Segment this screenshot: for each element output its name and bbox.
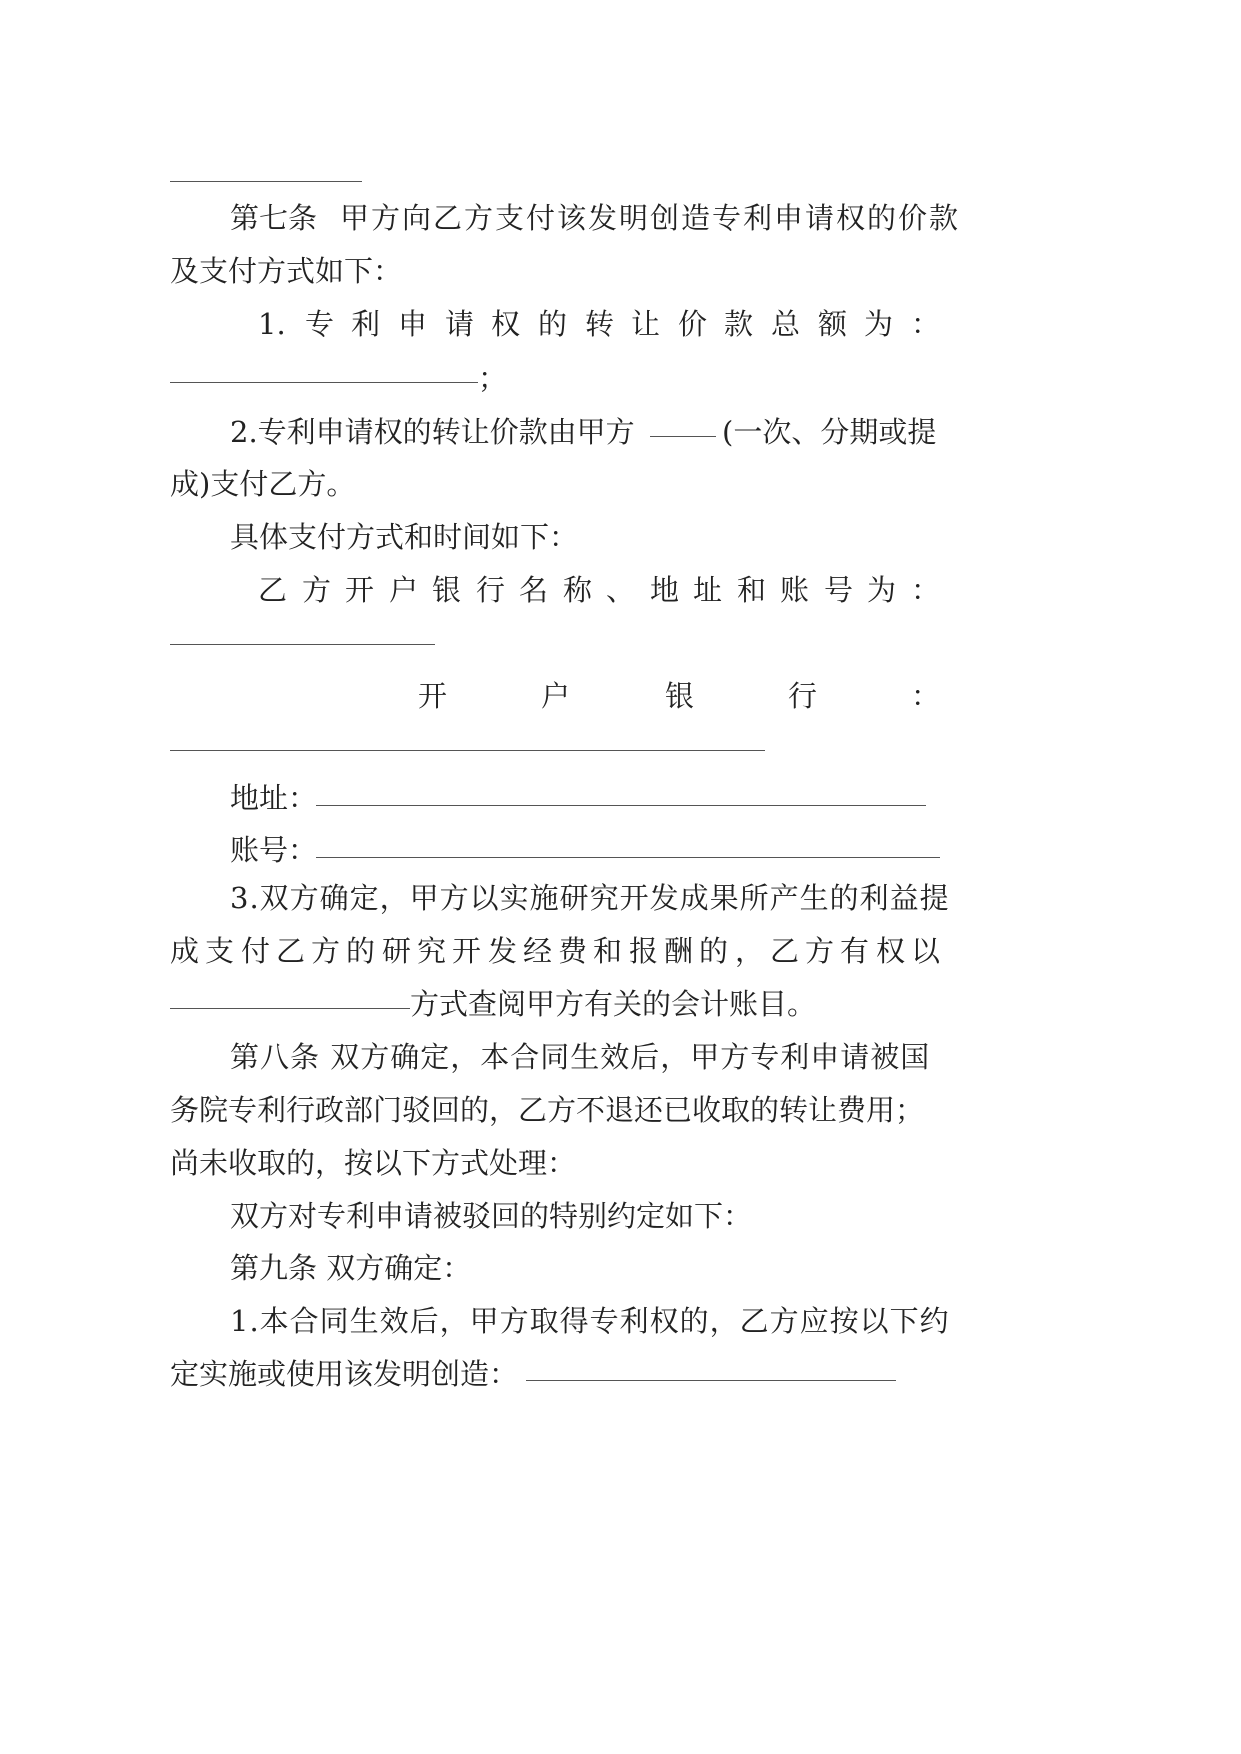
open_chars-char: 行 — [788, 679, 818, 713]
bank_chars-char: 址 — [693, 573, 723, 607]
item3_line2_chars-char: 的 — [699, 934, 729, 968]
account-line — [0, 830, 1241, 870]
price-total-blank[interactable] — [170, 358, 478, 383]
open-bank-line — [0, 676, 1241, 716]
item-3-line-3: 方式查阅甲方有关的会计账目。 — [0, 984, 1241, 1024]
item3_line2_chars-char: 有 — [840, 934, 870, 968]
bank_chars-char: 行 — [476, 573, 506, 607]
article-7-line-1 — [0, 198, 1241, 238]
reject-note-line: 双方对专利申请被驳回的特别约定如下： — [230, 1199, 753, 1233]
item3_line2_chars-char: 权 — [876, 934, 906, 968]
pay-method-line: 具体支付方式和时间如下： — [230, 520, 579, 554]
item1_chars-char: 权 — [491, 307, 521, 341]
open_chars-char: 户 — [541, 679, 571, 713]
address-line — [0, 778, 1241, 818]
account-blank[interactable] — [316, 857, 940, 858]
article-7-title: 第七条 — [230, 201, 318, 235]
item3_line2_chars-char: 费 — [558, 934, 588, 968]
article-9-item-1-line-1: 1.本合同生效后，甲方取得专利权的，乙方应按以下约 — [230, 1304, 950, 1338]
bank_chars-char: 地 — [650, 573, 680, 607]
bank_chars-char: 账 — [780, 573, 810, 607]
item1_chars-char: 总 — [771, 307, 801, 341]
item3_line2_chars-char: 开 — [452, 934, 482, 968]
item3_line2_chars-char: 付 — [241, 934, 271, 968]
item-1-blank-line — [0, 358, 1241, 398]
bank_chars-char: 号 — [824, 573, 854, 607]
bank_chars-char: 、 — [606, 573, 636, 607]
account-label: 账号： — [230, 833, 318, 867]
item3_line2_chars-char: 以 — [911, 934, 941, 968]
bank_chars-char: 为 — [867, 573, 897, 607]
item1_chars-char: 的 — [538, 307, 568, 341]
item1_chars-char: ： — [911, 307, 941, 341]
bank_chars-char: 开 — [345, 573, 375, 607]
address-label: 地址： — [230, 781, 318, 815]
item3_line2_chars-char: 成 — [170, 934, 200, 968]
item1_chars-char: 1. — [258, 307, 286, 341]
audit-method-blank[interactable] — [170, 984, 410, 1009]
article-7-text: 甲方向乙方支付该发明创造专利申请权的价款 — [340, 201, 961, 235]
item3_line2_chars-char: 报 — [629, 934, 659, 968]
item3_line2_chars-char: 方 — [311, 934, 341, 968]
article-8-line-2: 务院专利行政部门驳回的，乙方不退还已收取的转让费用； — [170, 1093, 925, 1127]
item-1-line — [0, 304, 1241, 344]
item1_chars-char: 利 — [351, 307, 381, 341]
item3_line2_chars-char: ， — [735, 934, 765, 968]
item1_chars-char: 让 — [631, 307, 661, 341]
bank_chars-char: 称 — [563, 573, 593, 607]
bank_chars-char: 银 — [432, 573, 462, 607]
article-8-line-1: 第八条 双方确定，本合同生效后，甲方专利申请被国 — [230, 1040, 931, 1074]
open_chars-char: ： — [911, 679, 941, 713]
item1_chars-char: 请 — [445, 307, 475, 341]
item1_chars-char: 价 — [678, 307, 708, 341]
item3_line2_chars-char: 经 — [523, 934, 553, 968]
bank-info-blank[interactable] — [170, 644, 435, 645]
item-3-line-1: 3.双方确定，甲方以实施研究开发成果所产生的利益提 — [230, 881, 950, 915]
item3_line2_chars-char: 研 — [382, 934, 412, 968]
open_chars-char: 开 — [418, 679, 448, 713]
open_chars-char: 银 — [665, 679, 695, 713]
implementation-blank[interactable] — [526, 1380, 896, 1381]
item3_line2_chars-char: 方 — [805, 934, 835, 968]
address-blank[interactable] — [316, 805, 926, 806]
bank-info-line — [0, 570, 1241, 610]
item1_chars-char: 转 — [585, 307, 615, 341]
item3_line2_chars-char: 发 — [488, 934, 518, 968]
article-9-title-line: 第九条 双方确定： — [230, 1251, 472, 1285]
item3_line2_chars-char: 究 — [417, 934, 447, 968]
item1_chars-char: 专 — [305, 307, 335, 341]
item3_line2_chars-char: 的 — [346, 934, 376, 968]
bank_chars-char: 户 — [389, 573, 419, 607]
item1_chars-char: 额 — [818, 307, 848, 341]
item3_line2_chars-char: 酬 — [664, 934, 694, 968]
open-bank-blank[interactable] — [170, 750, 765, 751]
bank_chars-char: ： — [911, 573, 941, 607]
item-3-line-2 — [0, 931, 1241, 971]
item1_chars-char: 款 — [724, 307, 754, 341]
payment-mode-blank[interactable] — [650, 412, 716, 437]
bank_chars-char: 方 — [302, 573, 332, 607]
bank_chars-char: 和 — [737, 573, 767, 607]
bank_chars-char: 乙 — [258, 573, 288, 607]
item-2-line-1: 2.专利申请权的转让价款由甲方 (一次、分期或提 — [0, 412, 1241, 452]
item3_line2_chars-char: 乙 — [276, 934, 306, 968]
item1_chars-char: 为 — [864, 307, 894, 341]
item1_chars-char: 申 — [398, 307, 428, 341]
article-7-line-2: 及支付方式如下： — [170, 254, 403, 288]
item3_line2_chars-char: 和 — [593, 934, 623, 968]
article-9-item-1-line-2: 定实施或使用该发明创造： — [170, 1357, 519, 1391]
item3_line2_chars-char: 乙 — [770, 934, 800, 968]
bank_chars-char: 名 — [519, 573, 549, 607]
article-8-line-3: 尚未收取的，按以下方式处理： — [170, 1146, 577, 1180]
blank-line-top — [170, 181, 362, 182]
item-1-semicolon: ； — [478, 361, 508, 395]
item-2-line-2: 成)支付乙方。 — [170, 467, 356, 501]
item3_line2_chars-char: 支 — [205, 934, 235, 968]
